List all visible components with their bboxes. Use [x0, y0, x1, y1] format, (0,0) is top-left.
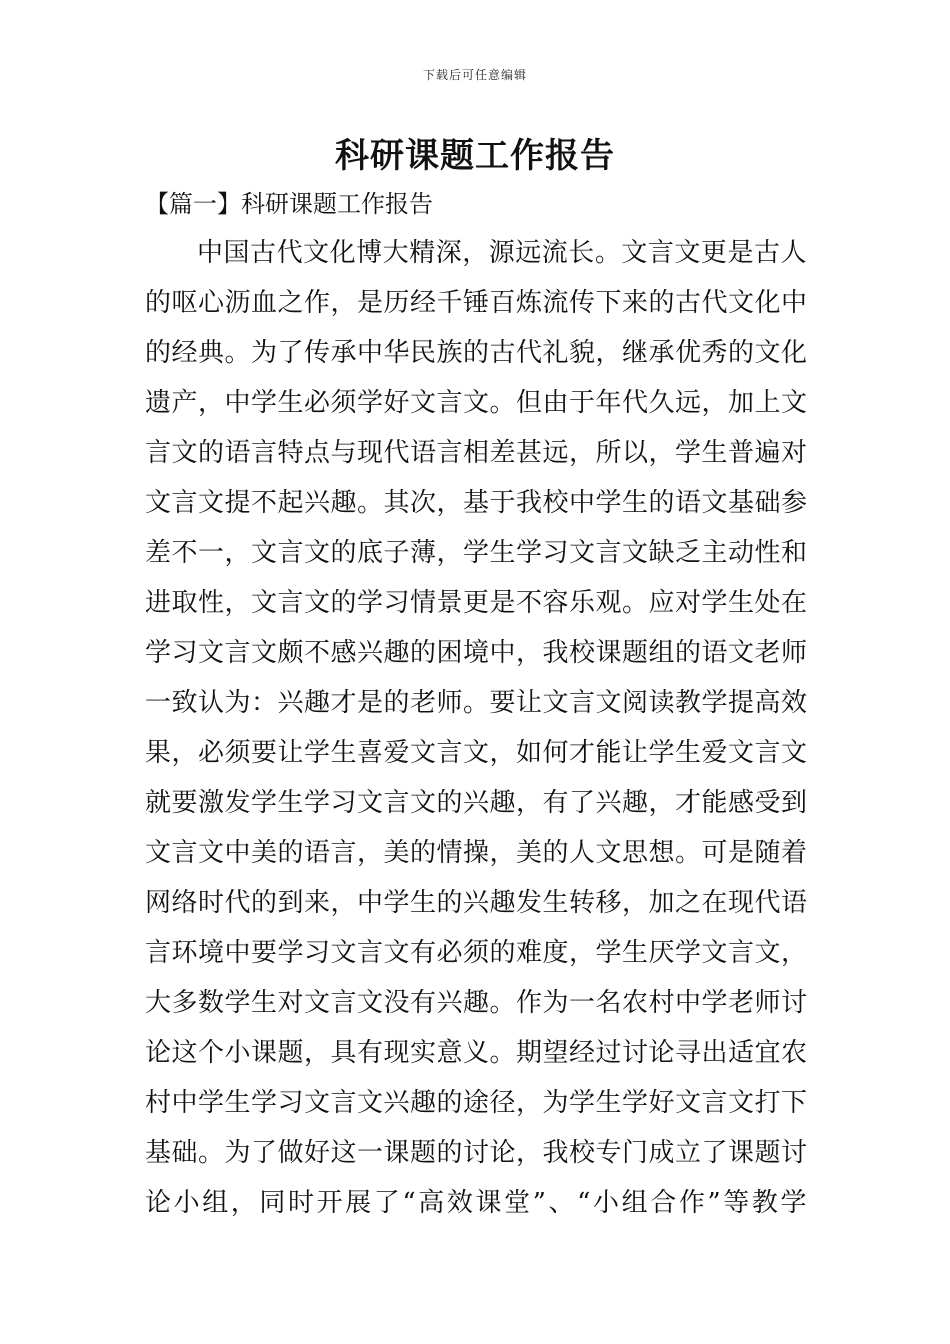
paragraph-line: 进取性，文言文的学习情景更是不容乐观。应对学生处在 — [145, 588, 808, 618]
paragraph-line: 的经典。为了传承中华民族的古代礼貌，继承优秀的文化 — [145, 338, 808, 368]
paragraph-line: 论小组，同时开展了“高效课堂”、“小组合作”等教学 — [145, 1188, 807, 1218]
paragraph-line: 基础。为了做好这一课题的讨论，我校专门成立了课题讨 — [145, 1138, 808, 1168]
paragraph-line: 言文的语言特点与现代语言相差甚远，所以，学生普遍对 — [145, 438, 808, 468]
paragraph-line: 果，必须要让学生喜爱文言文，如何才能让学生爱文言文 — [145, 738, 808, 768]
paragraph-line: 文言文中美的语言，美的情操，美的人文思想。可是随着 — [145, 838, 808, 868]
paragraph-line: 的呕心沥血之作，是历经千锤百炼流传下来的古代文化中 — [145, 288, 808, 318]
paragraph-line: 村中学生学习文言文兴趣的途径，为学生学好文言文打下 — [145, 1088, 808, 1118]
paragraph-line: 网络时代的到来，中学生的兴趣发生转移，加之在现代语 — [145, 888, 808, 918]
paragraph-line: 大多数学生对文言文没有兴趣。作为一名农村中学老师讨 — [145, 988, 808, 1018]
header-note: 下载后可任意编辑 — [422, 68, 527, 82]
paragraph-line: 言环境中要学习文言文有必须的难度，学生厌学文言文， — [145, 938, 808, 968]
paragraph-line: 就要激发学生学习文言文的兴趣，有了兴趣，才能感受到 — [145, 788, 808, 818]
paragraph-line: 遗产，中学生必须学好文言文。但由于年代久远，加上文 — [145, 388, 808, 418]
section-heading: 【篇一】科研课题工作报告 — [145, 190, 433, 218]
body-paragraph — [145, 228, 807, 1228]
paragraph-line: 论这个小课题，具有现实意义。期望经过讨论寻出适宜农 — [145, 1038, 808, 1068]
paragraph-line: 一致认为：兴趣才是的老师。要让文言文阅读教学提高效 — [145, 688, 808, 718]
paragraph-line: 差不一，文言文的底子薄，学生学习文言文缺乏主动性和 — [145, 538, 808, 568]
paragraph-line: 学习文言文颇不感兴趣的困境中，我校课题组的语文老师 — [145, 638, 808, 668]
paragraph-line: 文言文提不起兴趣。其次，基于我校中学生的语文基础参 — [145, 488, 808, 518]
paragraph-line: 中国古代文化博大精深，源远流长。文言文更是古人 — [197, 238, 807, 268]
document-title: 科研课题工作报告 — [335, 136, 615, 176]
